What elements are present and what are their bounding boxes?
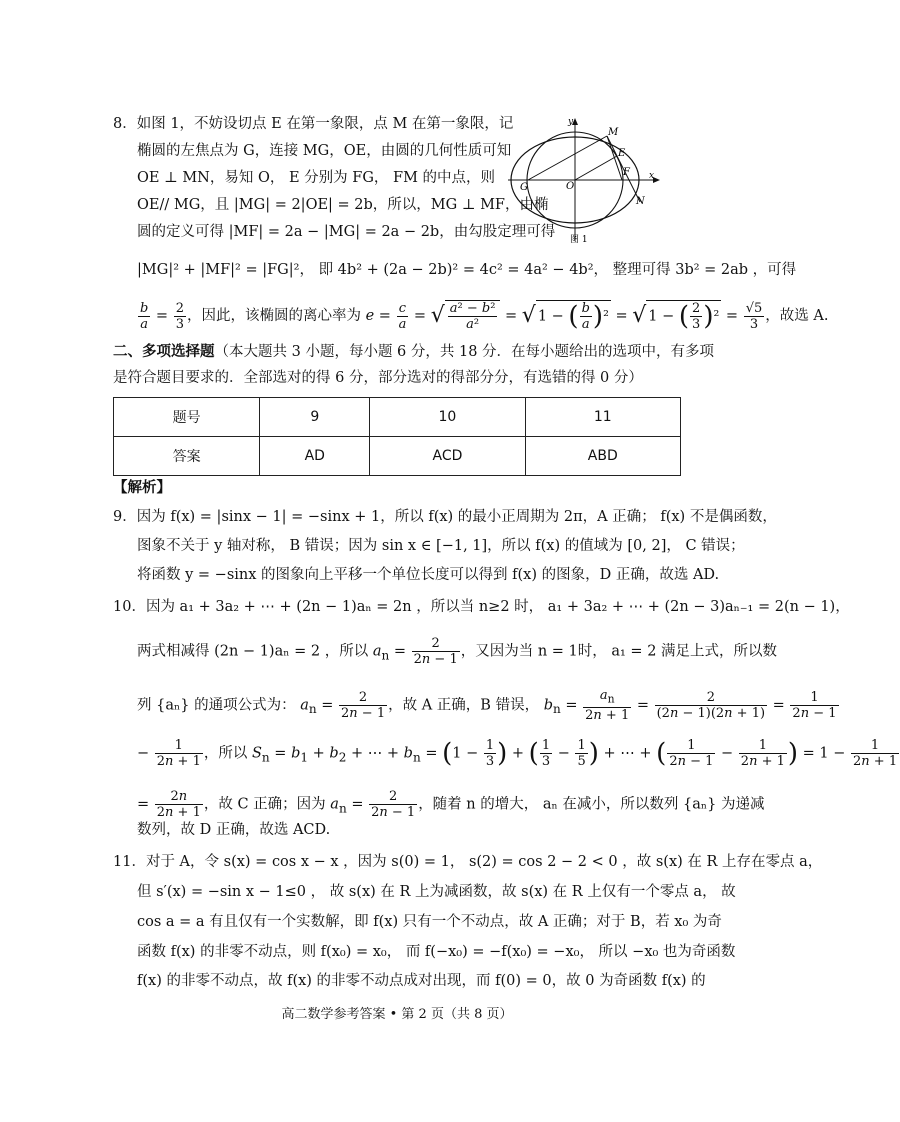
q8-eccentricity-text: ，因此，该椭圆的离心率为: [186, 308, 361, 324]
fraction-sqrt5-over-3: $\frac{√5}{3}$: [745, 300, 763, 332]
q8-line-3: OE ⊥ MN，易知 O， E 分别为 FG， FM 的中点，则: [137, 170, 496, 186]
q11-line-2: 但 s′(x) = −sin x − 1≤0 ， 故 s(x) 在 R 上为减函数，故 s(x) 在 R 上仅有一个零点 a， 故: [137, 884, 736, 900]
fig-label-E: E: [618, 148, 626, 159]
fig-label-O: O: [566, 181, 575, 192]
q10-line-2: 两式相减得 (2n − 1)aₙ = 2 ，所以 $a_n$ = $\frac{2}{2n - 1}$ ，又因为当 n = 1时， a₁ = 2 满足上式，所以数: [137, 636, 778, 667]
table-cell: ABD: [525, 437, 681, 476]
section2-title: 二、多项选择题: [113, 344, 215, 360]
analysis-heading: 【解析】: [113, 480, 171, 496]
answer-table: [113, 397, 681, 476]
sqrt-expression-2: 1 − ( $\frac{b}{a}$ )²: [537, 301, 609, 332]
page-footer: 高二数学参考答案 • 第 2 页（共 8 页）: [281, 1007, 513, 1022]
table-cell: AD: [260, 437, 370, 476]
fig-label-M: M: [608, 127, 619, 138]
fraction-b-over-a: $\frac{b}{a}$: [140, 300, 149, 332]
fig-label-y: y: [568, 117, 574, 127]
table-cell: 答案: [114, 437, 260, 476]
sqrt-expression-1: $\frac{\text{a² − b²}}{\text{a²}}$: [445, 300, 501, 332]
table-row: [114, 398, 681, 437]
table-row: [114, 437, 681, 476]
q11-line-4: 函数 f(x) 的非零不动点，则 f(x₀) = x₀， 而 f(−x₀) = −f(x₀) = −x₀， 所以 −x₀ 也为奇函数: [137, 944, 736, 960]
figure-caption: 图 1: [570, 235, 588, 245]
q11-line-5: f(x) 的非零不动点，故 f(x) 的非零不动点成对出现，而 f(0) = 0，故 0 为奇函数 f(x) 的: [137, 973, 706, 989]
fig-label-F: F: [623, 167, 630, 178]
q8-line-1: 8．如图 1，不妨设切点 E 在第一象限，点 M 在第一象限，记: [113, 116, 514, 132]
table-cell: ACD: [370, 437, 525, 476]
section2-heading-line: [113, 342, 714, 362]
q10-line-5: = $\frac{2n}{2n + 1}$ ，故 C 正确；因为 $a_n$ = $\frac{2}{2n - 1}$ ，随着 n 的增大， aₙ 在减小，所以数列 {aₙ} 为递减: [137, 789, 765, 820]
section2-desc-1: （本大题共 3 小题，每小题 6 分，共 18 分．在每小题给出的选项中，有多项: [214, 344, 715, 360]
table-cell: 10: [370, 398, 525, 437]
q8-line-2: 椭圆的左焦点为 G，连接 MG，OE，由圆的几何性质可知: [137, 143, 512, 159]
fraction-2-over-3: $\frac{2}{3}$: [175, 300, 184, 332]
q9-line-2: 图象不关于 y 轴对称， B 错误；因为 sin x ∈ [−1, 1]，所以 f(x) 的值域为 [0, 2]， C 错误；: [137, 538, 745, 554]
q8-line-7: $\frac{b}{a}$ = $\frac{2}{3}$ ，因此，该椭圆的离心率为 e = $\frac{c}{a}$ = √ $\frac{\text{a² − b²}}{\text{a²}}$ = √ 1 − ( $\frac{b}{a}$ )² = √ 1 − ( $\frac{2}{3}$ )² = $\frac{√5}{3}$ ，故选 A.: [140, 300, 829, 332]
section2-desc-2: 是符合题目要求的．全部选对的得 6 分，部分选对的得部分分，有选错的得 0 分）: [113, 370, 643, 386]
q9-line-3: 将函数 y = −sinx 的图象向上平移一个单位长度可以得到 f(x) 的图象，D 正确，故选 AD.: [137, 567, 720, 583]
q11-line-3: cos a = a 有且仅有一个实数解，即 f(x) 只有一个不动点，故 A 正确；对于 B，若 x₀ 为奇: [137, 914, 722, 930]
table-cell: 题号: [114, 398, 260, 437]
q9-line-1: 9．因为 f(x) = |sinx − 1| = −sinx + 1，所以 f(x) 的最小正周期为 2π，A 正确； f(x) 不是偶函数，: [113, 509, 777, 525]
q11-line-1: 11．对于 A，令 s(x) = cos x − x ，因为 s(0) = 1， s(2) = cos 2 − 2 < 0 ，故 s(x) 在 R 上存在零点 a，: [113, 854, 823, 870]
fraction-c-over-a: $\frac{c}{a}$: [398, 300, 407, 332]
fig-label-N: N: [636, 196, 645, 207]
fig-label-x: x: [649, 171, 655, 181]
sqrt-expression-3: 1 − ( $\frac{2}{3}$ )²: [648, 301, 720, 332]
ellipse-figure: [500, 112, 670, 247]
table-cell: 9: [260, 398, 370, 437]
q10-line-6: 数列，故 D 正确，故选 ACD.: [137, 822, 331, 838]
q8-conclusion: ，故选 A.: [765, 308, 829, 324]
q8-line-4: OE// MG，且 |MG| = 2|OE| = 2b，所以，MG ⊥ MF，由椭: [137, 197, 549, 213]
table-cell: 11: [525, 398, 681, 437]
q8-line-6: |MG|² + |MF|² = |FG|²， 即 4b² + (2a − 2b)² = 4c² = 4a² − 4b²， 整理可得 3b² = 2ab ，可得: [137, 262, 797, 278]
q10-line-1: 10．因为 a₁ + 3a₂ + ⋯ + (2n − 1)aₙ = 2n ，所以当 n≥2 时， a₁ + 3a₂ + ⋯ + (2n − 3)aₙ₋₁ = 2(n − 1)，: [113, 599, 850, 615]
q10-line-4: − $\frac{1}{2n + 1}$ ，所以 $S_n = b_1 + b_2$ + ⋯ + $b_n = (1$ − $\frac{1}{3}$ ) + ( $\frac{1}{3}$ − $\frac{1}{5}$ ) + ⋯ + ( $\frac{1}{2n - 1}$ − $\frac{1}{2n + 1}$ ) = 1 − $\frac{1}{2n + 1}$: [137, 738, 898, 769]
q10-line-3: 列 {aₙ} 的通项公式为： $a_n$ = $\frac{2}{2n - 1}$ ，故 A 正确，B 错误， $b_n$ = $\frac{a_n}{2n + 1}$ = $\frac{2}{(2n - 1)(2n + 1)}$ = $\frac{1}{2n - 1}$: [137, 688, 837, 723]
fig-label-G: G: [520, 182, 528, 193]
q8-line-5: 圆的定义可得 |MF| = 2a − |MG| = 2a − 2b，由勾股定理可得: [137, 224, 556, 240]
